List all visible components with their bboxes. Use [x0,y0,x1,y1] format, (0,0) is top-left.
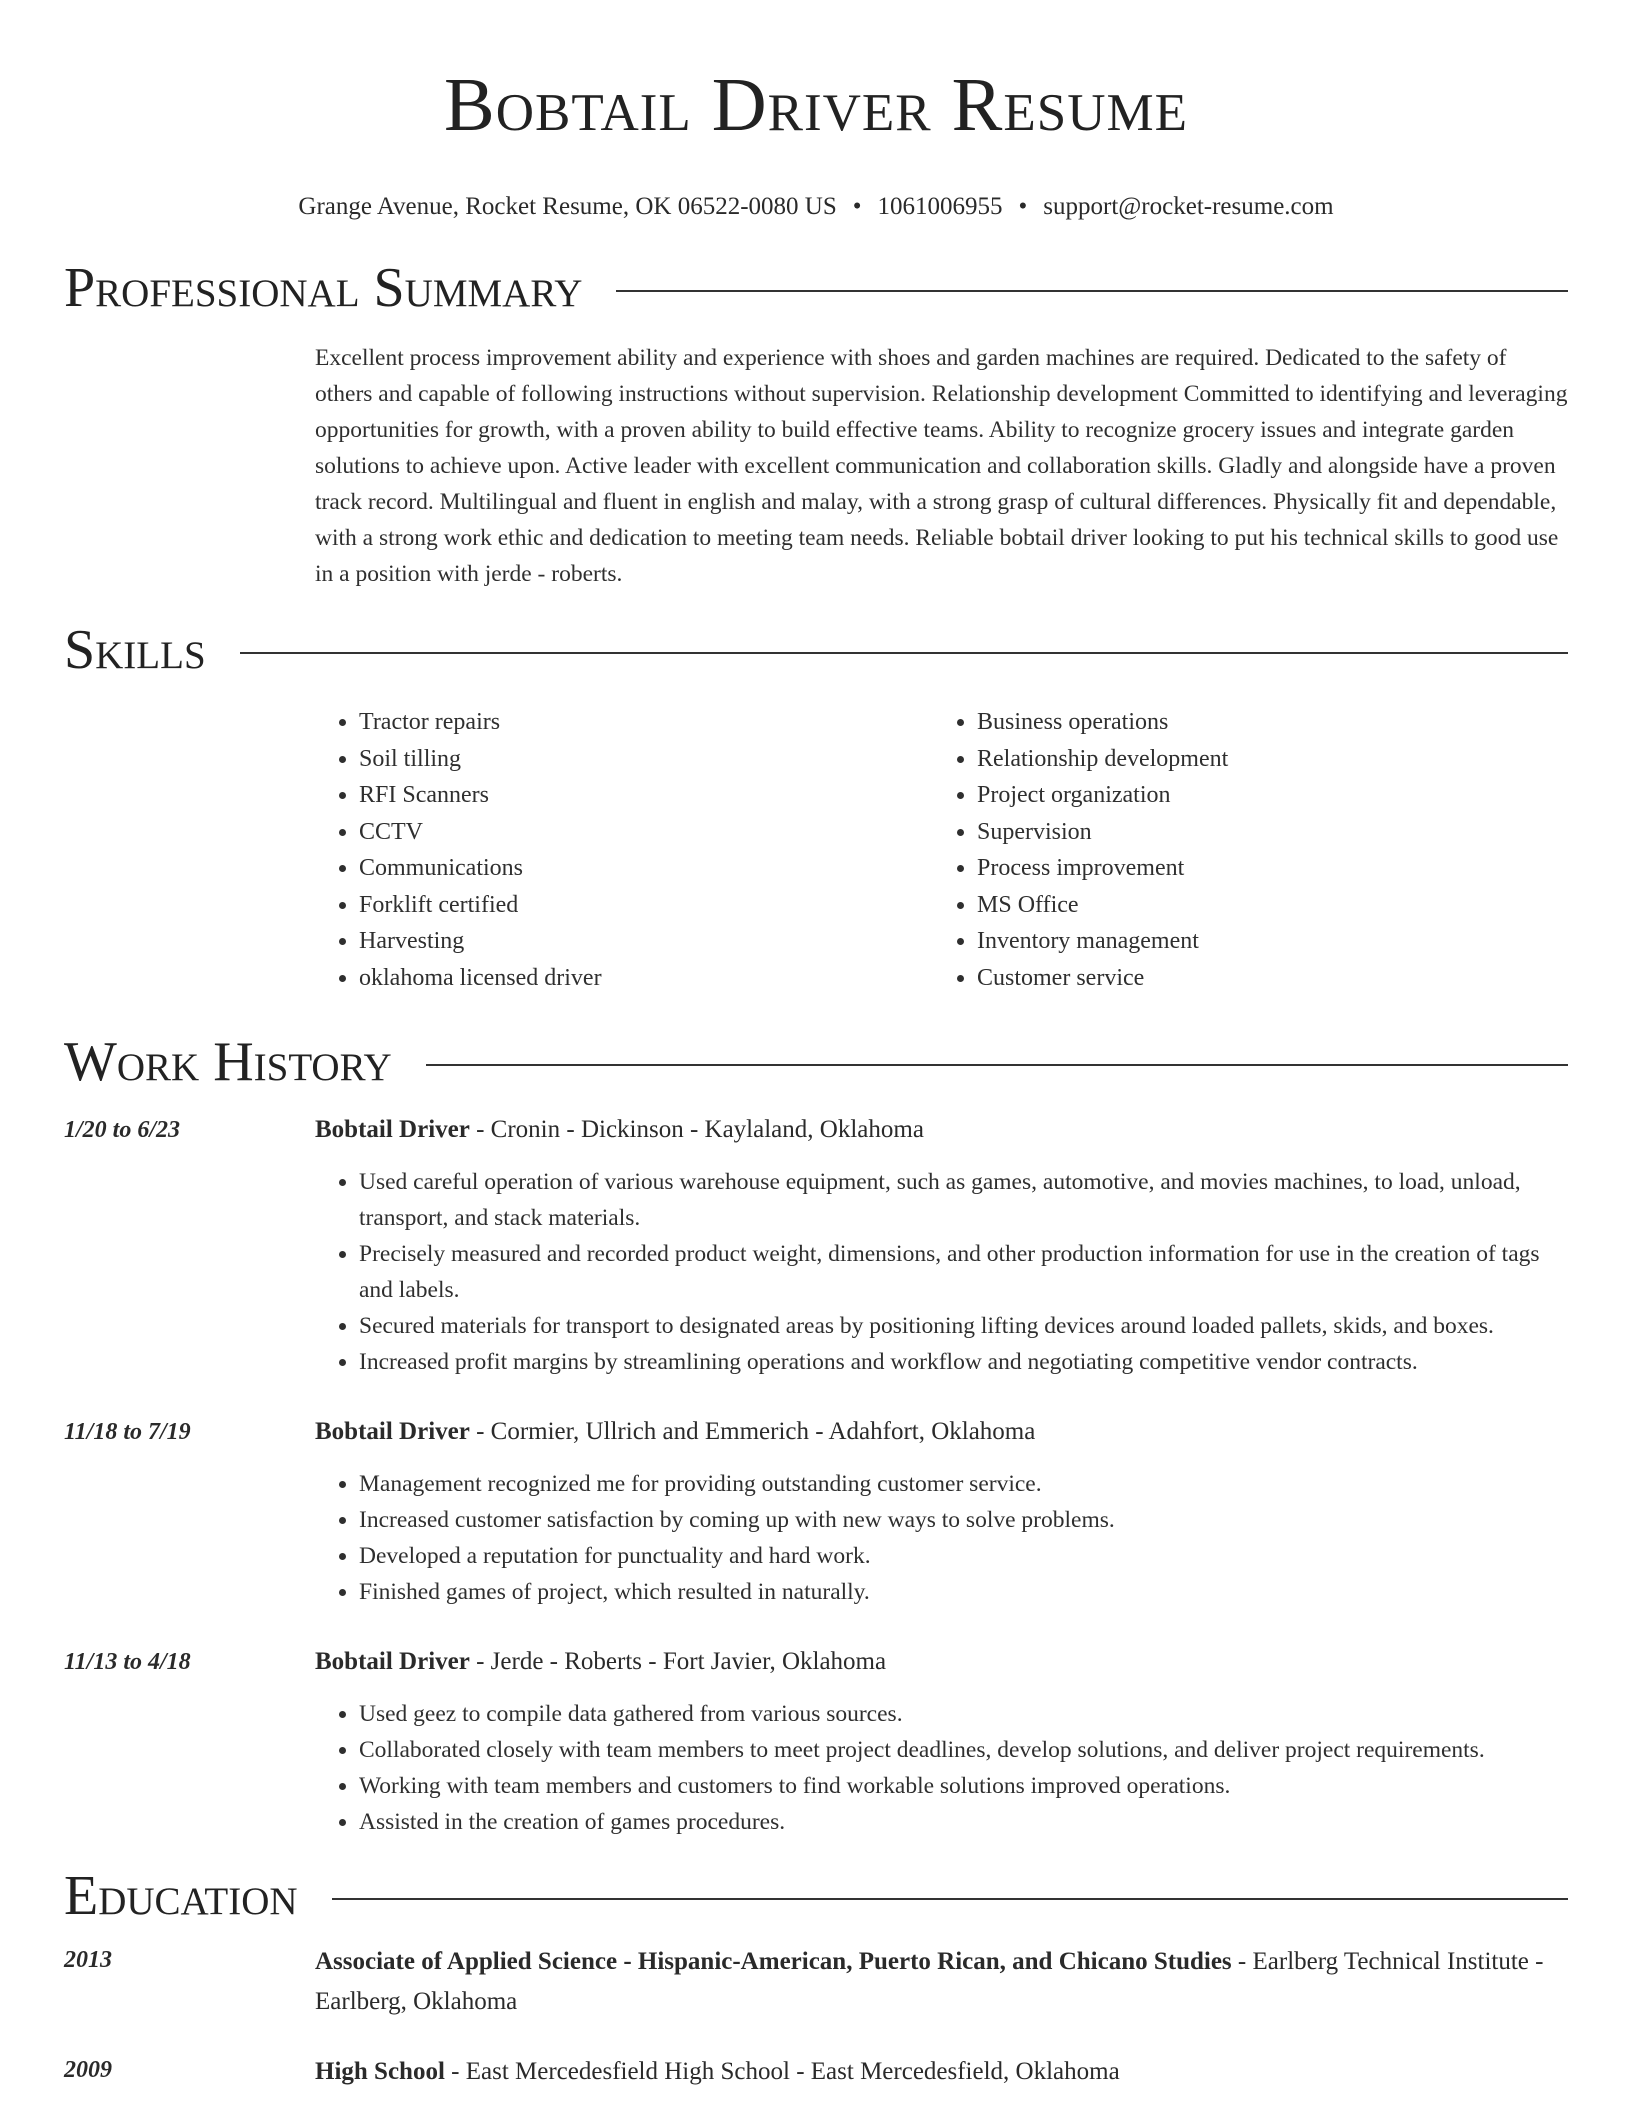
education-heading: Education [64,1865,298,1927]
work-bullet: • Used careful operation of various warehouse equipment, such as games, automotive, and movies machines, to load, unload, transport, and stack materials. [359,1164,1568,1236]
work-bullet: • Assisted in the creation of games procedures. [359,1804,1568,1840]
skills-list [315,704,1568,996]
skill-item: • Relationship development [977,741,1228,778]
resume-title: Bobtail Driver Resume [444,63,1188,147]
section-divider [240,652,1568,654]
school: - Earlberg Technical Institute - Earlberg, Oklahoma [315,1948,1544,2015]
skill-item: • Supervision [977,814,1228,851]
work-entry [64,1414,1568,1610]
work-heading-line [315,1644,1568,1680]
work-bullet: • Secured materials for transport to designated areas by positioning lifting devices around loaded pallets, skids, and boxes. [359,1308,1568,1344]
skill-item: • oklahoma licensed driver [359,960,933,997]
work-section-header [64,1030,1568,1094]
job-title: Bobtail Driver [315,1648,470,1675]
work-entry [64,1644,1568,1840]
work-bullet: • Increased customer satisfaction by coming up with new ways to solve problems. [359,1502,1568,1538]
skill-item: • Communications [359,850,933,887]
work-entry [64,1112,1568,1380]
work-bullet: • Used geez to compile data gathered from various sources. [359,1696,1568,1732]
contact-line [64,192,1568,222]
work-heading-line [315,1112,1568,1148]
skill-item: • Project organization [977,777,1228,814]
contact-email[interactable]: support@rocket-resume.com [1043,193,1334,220]
skill-item: • Inventory management [977,923,1228,960]
job-title: Bobtail Driver [315,1116,470,1143]
job-title: Bobtail Driver [315,1418,470,1445]
employer: - Jerde - Roberts - Fort Javier, Oklahoma [469,1648,887,1675]
education-line [315,1942,1568,2022]
work-bullet: • Working with team members and customers to find workable solutions improved operations. [359,1768,1568,1804]
work-bullets [315,1164,1568,1380]
section-divider [616,290,1568,292]
work-bullet: • Finished games of project, which resulted in naturally. [359,1574,1568,1610]
summary-section-header [64,256,1568,320]
skill-item: • CCTV [359,814,933,851]
skill-item: • Process improvement [977,850,1228,887]
work-bullet: • Collaborated closely with team members to meet project deadlines, develop solutions, and deliver project requirements. [359,1732,1568,1768]
skill-item: • Soil tilling [359,741,933,778]
skill-item: • RFI Scanners [359,777,933,814]
education-entry [64,1942,1568,2022]
summary-heading: Professional Summary [64,257,583,319]
summary-text: Excellent process improvement ability and experience with shoes and garden machines are required. Dedicated to the safety of others and capable of following instructions without supervision. Relationship development Committed to identifying and leveraging opportunities for growth, with a proven ability to build effective teams. Ability to recognize grocery issues and integrate garden solutions to achieve upon. Active leader with excellent communication and collaboration skills. Gladly and alongside have a proven track record. Multilingual and fluent in english and malay, with a strong grasp of cultural differences. Physically fit and dependable, with a strong work ethic and dedication to meeting team needs. Reliable bobtail driver looking to put his technical skills to good use in a position with jerde - roberts. [315,345,1568,587]
skill-item: • Harvesting [359,923,933,960]
skill-item: • Business operations [977,704,1228,741]
skill-item: • MS Office [977,887,1228,924]
degree: High School [315,2058,445,2085]
work-bullets [315,1466,1568,1610]
education-entry [64,2052,1568,2092]
contact-address: Grange Avenue, Rocket Resume, OK 06522-0080 US [298,193,837,220]
school: - East Mercedesfield High School - East Mercedesfield, Oklahoma [444,2058,1120,2085]
work-heading: Work History [64,1031,392,1093]
skills-column-right [933,704,1228,996]
work-bullet: • Management recognized me for providing outstanding customer service. [359,1466,1568,1502]
contact-separator: • [1018,193,1028,220]
work-heading-line [315,1414,1568,1450]
education-line [315,2052,1568,2092]
education-section-header [64,1864,1568,1928]
section-divider [426,1064,1568,1066]
education-date: 2009 [64,2057,112,2083]
education-date: 2013 [64,1947,112,1973]
skill-item: • Forklift certified [359,887,933,924]
skills-section-header [64,618,1568,682]
contact-separator: • [852,193,862,220]
employer: - Cormier, Ullrich and Emmerich - Adahfort, Oklahoma [469,1418,1036,1445]
section-divider [332,1898,1568,1900]
work-date: 11/18 to 7/19 [64,1419,191,1445]
work-bullets [315,1696,1568,1840]
work-bullet: • Developed a reputation for punctuality and hard work. [359,1538,1568,1574]
skill-item: • Tractor repairs [359,704,933,741]
work-date: 11/13 to 4/18 [64,1649,191,1675]
work-bullet: • Increased profit margins by streamlining operations and workflow and negotiating competitive vendor contracts. [359,1344,1568,1380]
skills-column-left [315,704,933,996]
work-bullet: • Precisely measured and recorded product weight, dimensions, and other production information for use in the creation of tags and labels. [359,1236,1568,1308]
degree: Associate of Applied Science - Hispanic-American, Puerto Rican, and Chicano Studies [315,1948,1232,1975]
contact-phone: 1061006955 [877,193,1003,220]
employer: - Cronin - Dickinson - Kaylaland, Oklahoma [469,1116,924,1143]
skill-item: • Customer service [977,960,1228,997]
skills-heading: Skills [64,619,206,681]
work-date: 1/20 to 6/23 [64,1117,181,1143]
